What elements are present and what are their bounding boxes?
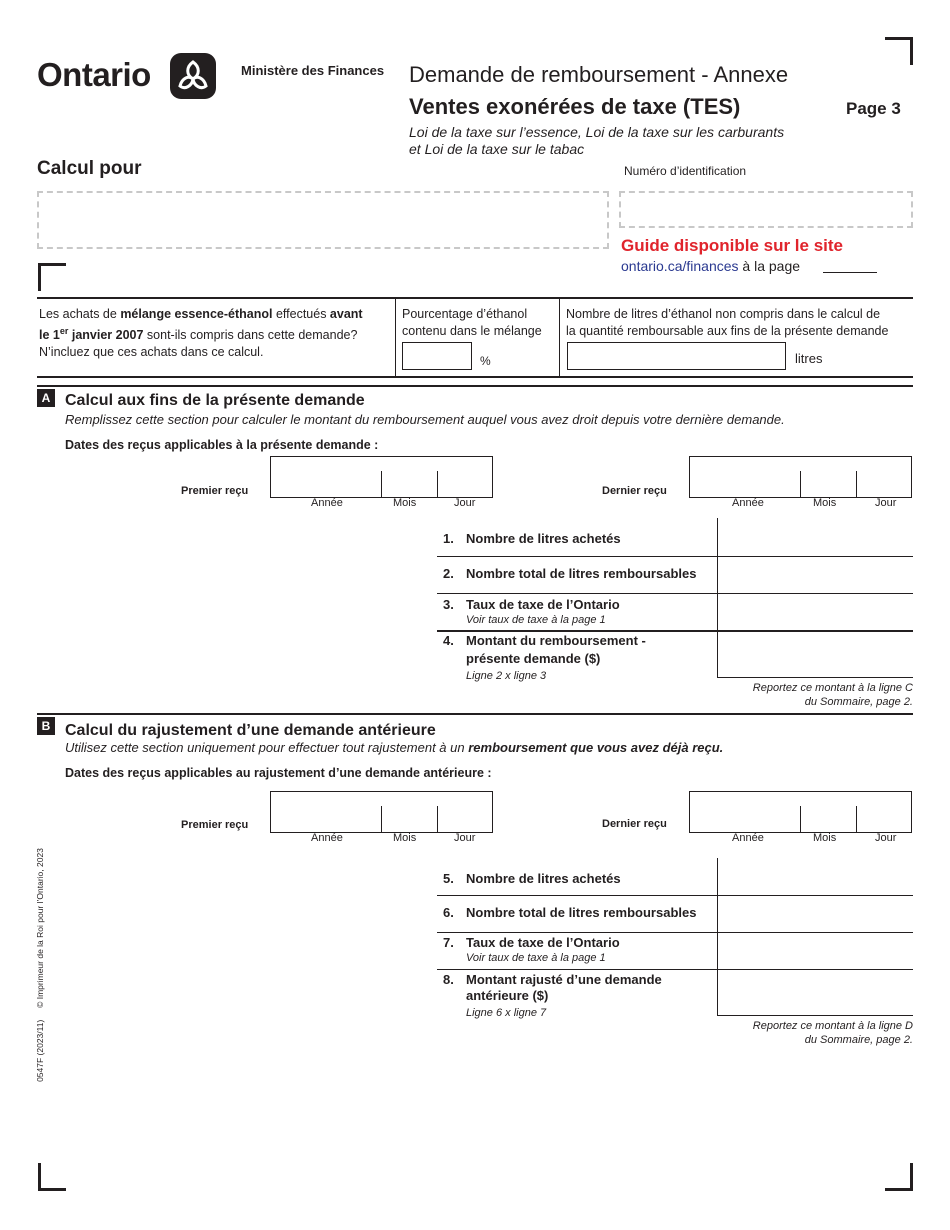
litres-unit: litres bbox=[795, 351, 823, 366]
corner-mark-top-right bbox=[885, 37, 913, 65]
b-report-note: Reportez ce montant à la ligne D du Sommaire, page 2. bbox=[752, 1020, 913, 1046]
form-title: Demande de remboursement - Annexe bbox=[409, 62, 789, 87]
corner-mark-bottom-right bbox=[885, 1163, 913, 1191]
line-4-num: 4. bbox=[443, 633, 454, 648]
b-first-month: Mois bbox=[393, 832, 417, 844]
a-last-receipt-label: Dernier reçu bbox=[602, 485, 667, 497]
line-8-label-2: antérieure ($) bbox=[466, 988, 549, 1003]
ethanol-litres-label: Nombre de litres d’éthanol non compris dans le calcul de la quantité remboursable aux fins de la présente demande bbox=[566, 307, 889, 338]
line-2-num: 2. bbox=[443, 566, 454, 581]
page-label: Page 3 bbox=[846, 99, 901, 118]
section-b-top-rule bbox=[37, 713, 913, 715]
ethanol-litres-input[interactable] bbox=[567, 342, 786, 370]
line-2-input[interactable] bbox=[718, 557, 913, 593]
b-last-receipt-label: Dernier reçu bbox=[602, 818, 667, 830]
b-last-year: Année bbox=[732, 832, 764, 844]
ethanol-pct-input[interactable] bbox=[402, 342, 472, 370]
ministry-name: Ministère des Finances bbox=[241, 63, 385, 78]
a-last-year: Année bbox=[732, 497, 764, 509]
section-a-badge: A bbox=[37, 389, 55, 407]
line-7-input[interactable] bbox=[718, 933, 913, 969]
line-3-num: 3. bbox=[443, 597, 454, 612]
ethanol-bottom-rule bbox=[37, 376, 913, 378]
a-report-note: Reportez ce montant à la ligne C du Sommaire, page 2. bbox=[752, 682, 913, 708]
line-6-input[interactable] bbox=[718, 896, 913, 932]
line-1-input[interactable] bbox=[718, 518, 913, 556]
a-first-month: Mois bbox=[393, 497, 417, 509]
section-a-title: Calcul aux fins de la présente demande bbox=[65, 392, 365, 409]
line-2-label: Nombre total de litres remboursables bbox=[466, 566, 697, 581]
line-8-input[interactable] bbox=[718, 970, 913, 1015]
form-footer-vertical: 0547F (2023/11) © Imprimeur de la Roi pour l’Ontario, 2023 bbox=[35, 848, 45, 1082]
line-7-sub: Voir taux de taxe à la page 1 bbox=[466, 952, 606, 964]
a-first-receipt-label: Premier reçu bbox=[181, 485, 249, 497]
a-first-day: Jour bbox=[454, 497, 476, 509]
pct-unit: % bbox=[480, 354, 491, 368]
ethanol-question: Les achats de mélange essence-éthanol effectués avant le 1er janvier 2007 sont-ils compris dans cette demande? N’incluez que ces achats dans ce calcul. bbox=[39, 307, 363, 360]
b-last-receipt-date[interactable] bbox=[689, 791, 912, 833]
corner-mark-bottom-left bbox=[38, 1163, 66, 1191]
section-b-desc: Utilisez cette section uniquement pour effectuer tout rajustement à un remboursement que vous avez déjà reçu. bbox=[65, 740, 724, 755]
line-7-label: Taux de taxe de l’Ontario bbox=[466, 935, 620, 950]
id-number-field[interactable] bbox=[619, 191, 913, 228]
calc-for-label: Calcul pour bbox=[37, 158, 142, 179]
ethanol-pct-label: Pourcentage d’éthanol contenu dans le mélange bbox=[402, 307, 542, 338]
b-first-receipt-label: Premier reçu bbox=[181, 819, 249, 831]
section-a-dates-label: Dates des reçus applicables à la présente demande : bbox=[65, 438, 379, 452]
form-subtitle: Ventes exonérées de taxe (TES) bbox=[409, 94, 741, 119]
section-a-desc: Remplissez cette section pour calculer le montant du remboursement auquel vous avez droit depuis votre dernière demande. bbox=[65, 412, 785, 427]
line-5-label: Nombre de litres achetés bbox=[466, 871, 621, 886]
line-6-num: 6. bbox=[443, 905, 454, 920]
line-3-label: Taux de taxe de l’Ontario bbox=[466, 597, 620, 612]
line-4-sub: Ligne 2 x ligne 3 bbox=[466, 670, 547, 682]
b-last-day: Jour bbox=[875, 832, 897, 844]
line-3-input[interactable] bbox=[718, 594, 913, 630]
line-5-input[interactable] bbox=[718, 858, 913, 895]
a-first-year: Année bbox=[311, 497, 343, 509]
section-a-top-rule bbox=[37, 385, 913, 387]
id-number-label: Numéro d’identification bbox=[624, 164, 747, 178]
b-line8-rule bbox=[717, 1015, 913, 1016]
line-5-num: 5. bbox=[443, 871, 454, 886]
a-first-receipt-date[interactable] bbox=[270, 456, 493, 498]
section-b-title: Calcul du rajustement d’une demande antérieure bbox=[65, 722, 436, 739]
ethanol-divider-1 bbox=[395, 299, 396, 376]
line-4-label: Montant du remboursement - bbox=[466, 633, 646, 648]
act-line-1: Loi de la taxe sur l’essence, Loi de la taxe sur les carburants bbox=[409, 124, 785, 140]
corner-mark-left-top bbox=[38, 263, 66, 291]
guide-title: Guide disponible sur le site bbox=[621, 236, 843, 255]
a-last-month: Mois bbox=[813, 497, 837, 509]
ethanol-top-rule bbox=[37, 297, 913, 299]
guide-page-suffix: à la page bbox=[742, 258, 801, 274]
line-4-input[interactable] bbox=[718, 632, 913, 677]
b-first-year: Année bbox=[311, 832, 343, 844]
section-b-badge: B bbox=[37, 717, 55, 735]
line-8-num: 8. bbox=[443, 972, 454, 987]
line-8-sub: Ligne 6 x ligne 7 bbox=[466, 1007, 547, 1019]
calc-for-field[interactable] bbox=[37, 191, 609, 249]
line-7-num: 7. bbox=[443, 935, 454, 950]
guide-link[interactable]: ontario.ca/finances bbox=[621, 258, 739, 274]
line-1-num: 1. bbox=[443, 531, 454, 546]
act-line-2: et Loi de la taxe sur le tabac bbox=[409, 141, 585, 157]
b-last-month: Mois bbox=[813, 832, 837, 844]
ethanol-divider-2 bbox=[559, 299, 560, 376]
b-first-receipt-date[interactable] bbox=[270, 791, 493, 833]
a-line4-rule bbox=[717, 677, 913, 678]
guide-page-field[interactable] bbox=[823, 272, 877, 273]
line-1-label: Nombre de litres achetés bbox=[466, 531, 621, 546]
a-last-day: Jour bbox=[875, 497, 897, 509]
guide-line bbox=[621, 258, 800, 274]
b-first-day: Jour bbox=[454, 832, 476, 844]
ontario-trillium-icon bbox=[170, 53, 216, 99]
a-last-receipt-date[interactable] bbox=[689, 456, 912, 498]
line-8-label: Montant rajusté d’une demande bbox=[466, 972, 662, 987]
section-b-dates-label: Dates des reçus applicables au rajustement d’une demande antérieure : bbox=[65, 766, 492, 780]
line-4-label-2: présente demande ($) bbox=[466, 651, 601, 666]
ontario-logo-text: Ontario bbox=[37, 56, 151, 93]
line-3-sub: Voir taux de taxe à la page 1 bbox=[466, 614, 606, 626]
line-6-label: Nombre total de litres remboursables bbox=[466, 905, 697, 920]
